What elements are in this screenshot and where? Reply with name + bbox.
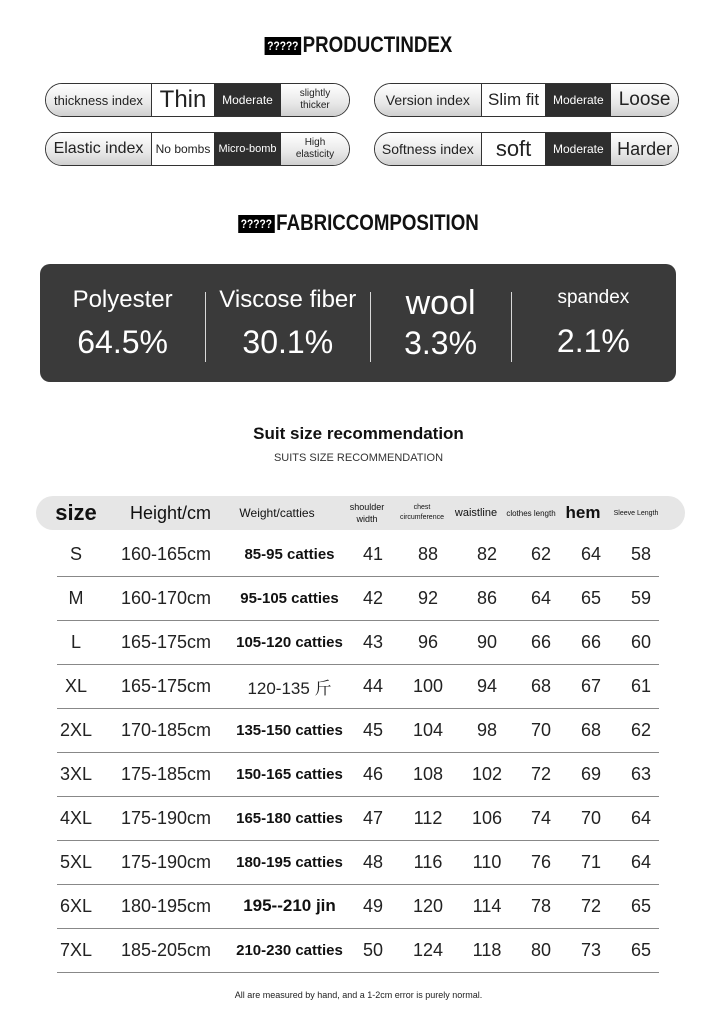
title-prefix-box: ????? (238, 215, 274, 233)
cell-weight: 120-135 斤 (247, 678, 332, 698)
fabric-percent: 64.5% (77, 323, 168, 360)
cell-height: 165-175cm (120, 675, 212, 696)
cell-length: 74 (530, 807, 552, 828)
pill-option: Loose (611, 84, 678, 116)
cell-size: 3XL (59, 763, 93, 784)
cell-shoulder: 45 (362, 719, 384, 740)
fabric-name: spandex (557, 286, 630, 308)
header-hem: hem (565, 503, 601, 522)
cell-chest: 88 (417, 543, 439, 564)
pill-option-selected: Micro-bomb (214, 133, 281, 165)
pill-option-selected: Moderate (545, 84, 611, 116)
cell-weight: 105-120 catties (236, 633, 343, 651)
cell-weight: 165-180 catties (236, 809, 343, 827)
cell-chest: 120 (412, 895, 444, 916)
table-row (57, 664, 659, 709)
cell-sleeve: 64 (630, 851, 652, 872)
table-row (57, 532, 659, 577)
cell-chest: 112 (413, 807, 443, 828)
cell-sleeve: 59 (630, 587, 652, 608)
header-height: Height/cm (129, 502, 212, 523)
cell-hem: 68 (580, 719, 602, 740)
cell-sleeve: 60 (630, 631, 652, 652)
cell-length: 76 (530, 851, 552, 872)
pill-option: soft (481, 133, 546, 165)
fabric-name: Polyester (72, 285, 173, 313)
cell-weight: 135-150 catties (236, 721, 343, 739)
product-index-title-text: PRODUCTINDEX (302, 32, 453, 57)
cell-sleeve: 63 (630, 763, 652, 784)
cell-weight: 180-195 catties (236, 853, 343, 871)
cell-weight: 95-105 catties (240, 589, 339, 607)
cell-waist: 86 (476, 587, 498, 608)
table-row (57, 796, 659, 841)
cell-shoulder: 46 (362, 763, 384, 784)
cell-shoulder: 43 (362, 631, 384, 652)
table-row (57, 708, 659, 753)
fabric-name: Viscose fiber (219, 285, 357, 313)
cell-height: 175-190cm (120, 851, 212, 872)
cell-waist: 110 (472, 851, 502, 872)
cell-chest: 116 (413, 851, 443, 872)
cell-chest: 92 (417, 587, 439, 608)
cell-height: 185-205cm (120, 939, 212, 960)
cell-sleeve: 65 (630, 895, 652, 916)
pill-label: Version index (375, 84, 481, 116)
cell-waist: 102 (471, 763, 503, 784)
cell-height: 175-190cm (120, 807, 212, 828)
cell-shoulder: 47 (362, 807, 384, 828)
cell-hem: 72 (580, 895, 602, 916)
cell-length: 80 (530, 939, 552, 960)
softness-index-pill (374, 132, 679, 166)
fabric-item (205, 264, 370, 382)
size-recommendation-subtitle: SUITS SIZE RECOMMENDATION (273, 452, 444, 464)
cell-height: 160-170cm (120, 587, 212, 608)
cell-size: 7XL (59, 939, 93, 960)
cell-size: 4XL (59, 807, 93, 828)
cell-hem: 69 (580, 763, 602, 784)
cell-length: 68 (530, 675, 552, 696)
header-sleeve-length: Sleeve Length (613, 509, 659, 517)
cell-shoulder: 50 (362, 939, 384, 960)
fabric-percent: 2.1% (556, 322, 630, 359)
pill-option: slightly thicker (281, 84, 349, 116)
fabric-item (370, 264, 510, 382)
cell-waist: 114 (472, 895, 502, 916)
fabric-item (511, 264, 676, 382)
table-row (57, 752, 659, 797)
pill-label: Elastic index (46, 133, 151, 165)
pill-option-selected: Moderate (545, 133, 611, 165)
cell-chest: 100 (412, 675, 444, 696)
cell-waist: 82 (476, 543, 498, 564)
pill-option: Harder (611, 133, 678, 165)
header-chest: chest circumference (400, 504, 444, 521)
pill-label: Softness index (375, 133, 481, 165)
cell-chest: 108 (412, 763, 444, 784)
cell-height: 165-175cm (120, 631, 212, 652)
table-row (57, 576, 659, 621)
header-size: size (55, 500, 97, 525)
cell-hem: 67 (580, 675, 602, 696)
elastic-index-pill (45, 132, 350, 166)
thickness-index-pill (45, 83, 350, 117)
pill-option: High elasticity (281, 133, 349, 165)
cell-size: XL (64, 675, 88, 696)
cell-waist: 98 (476, 719, 498, 740)
cell-hem: 66 (580, 631, 602, 652)
cell-length: 78 (530, 895, 552, 916)
header-waistline: waistline (454, 507, 498, 519)
cell-length: 72 (530, 763, 552, 784)
cell-size: L (70, 631, 81, 652)
header-clothes-length: clothes length (506, 508, 556, 518)
cell-sleeve: 58 (630, 543, 652, 564)
pill-label: thickness index (46, 84, 151, 116)
cell-shoulder: 44 (362, 675, 384, 696)
cell-size: 5XL (59, 851, 93, 872)
cell-length: 64 (530, 587, 552, 608)
header-weight: Weight/catties (239, 506, 315, 520)
version-index-pill (374, 83, 679, 117)
cell-weight: 210-230 catties (236, 941, 343, 959)
header-shoulder-width: shoulder width (349, 502, 385, 524)
cell-weight: 150-165 catties (236, 765, 343, 783)
cell-waist: 106 (471, 807, 503, 828)
cell-length: 62 (530, 543, 552, 564)
title-prefix-box: ????? (265, 37, 301, 55)
table-row (57, 620, 659, 665)
fabric-composition-title (54, 210, 663, 236)
fabric-composition-title-text: FABRICCOMPOSITION (276, 210, 479, 235)
pill-option: No bombs (151, 133, 214, 165)
fabric-item (40, 264, 205, 382)
cell-height: 170-185cm (120, 719, 212, 740)
cell-height: 175-185cm (120, 763, 212, 784)
cell-chest: 96 (417, 631, 439, 652)
fabric-name: wool (405, 284, 476, 322)
cell-hem: 71 (580, 851, 602, 872)
cell-size: 2XL (59, 719, 93, 740)
fabric-percent: 3.3% (404, 325, 478, 361)
cell-shoulder: 49 (362, 895, 384, 916)
cell-sleeve: 64 (630, 807, 652, 828)
cell-size: S (69, 543, 82, 564)
cell-length: 66 (530, 631, 552, 652)
cell-waist: 94 (476, 675, 498, 696)
table-row (57, 840, 659, 885)
cell-chest: 124 (412, 939, 444, 960)
cell-weight: 195--210 jin (243, 896, 336, 915)
cell-waist: 118 (472, 939, 502, 960)
cell-shoulder: 48 (362, 851, 384, 872)
cell-length: 70 (530, 719, 552, 740)
fabric-composition-panel (40, 264, 676, 382)
cell-sleeve: 61 (630, 675, 652, 696)
cell-sleeve: 65 (630, 939, 652, 960)
cell-hem: 73 (580, 939, 602, 960)
pill-option: Thin (151, 84, 214, 116)
cell-hem: 64 (580, 543, 602, 564)
size-recommendation-title: Suit size recommendation (253, 424, 464, 443)
cell-height: 180-195cm (120, 895, 212, 916)
cell-weight: 85-95 catties (244, 545, 335, 563)
product-index-title (54, 32, 663, 58)
cell-size: 6XL (59, 895, 93, 916)
cell-size: M (68, 587, 84, 608)
cell-sleeve: 62 (630, 719, 652, 740)
pill-option: Slim fit (481, 84, 546, 116)
cell-shoulder: 41 (362, 543, 384, 564)
fabric-percent: 30.1% (242, 323, 334, 360)
cell-height: 160-165cm (120, 543, 212, 564)
pill-option-selected: Moderate (214, 84, 281, 116)
cell-shoulder: 42 (362, 587, 384, 608)
cell-hem: 70 (580, 807, 602, 828)
cell-waist: 90 (476, 631, 498, 652)
table-row (57, 928, 659, 973)
cell-hem: 65 (580, 587, 602, 608)
table-row (57, 884, 659, 929)
cell-chest: 104 (412, 719, 444, 740)
measurement-note: All are measured by hand, and a 1-2cm error is purely normal. (234, 990, 483, 1000)
